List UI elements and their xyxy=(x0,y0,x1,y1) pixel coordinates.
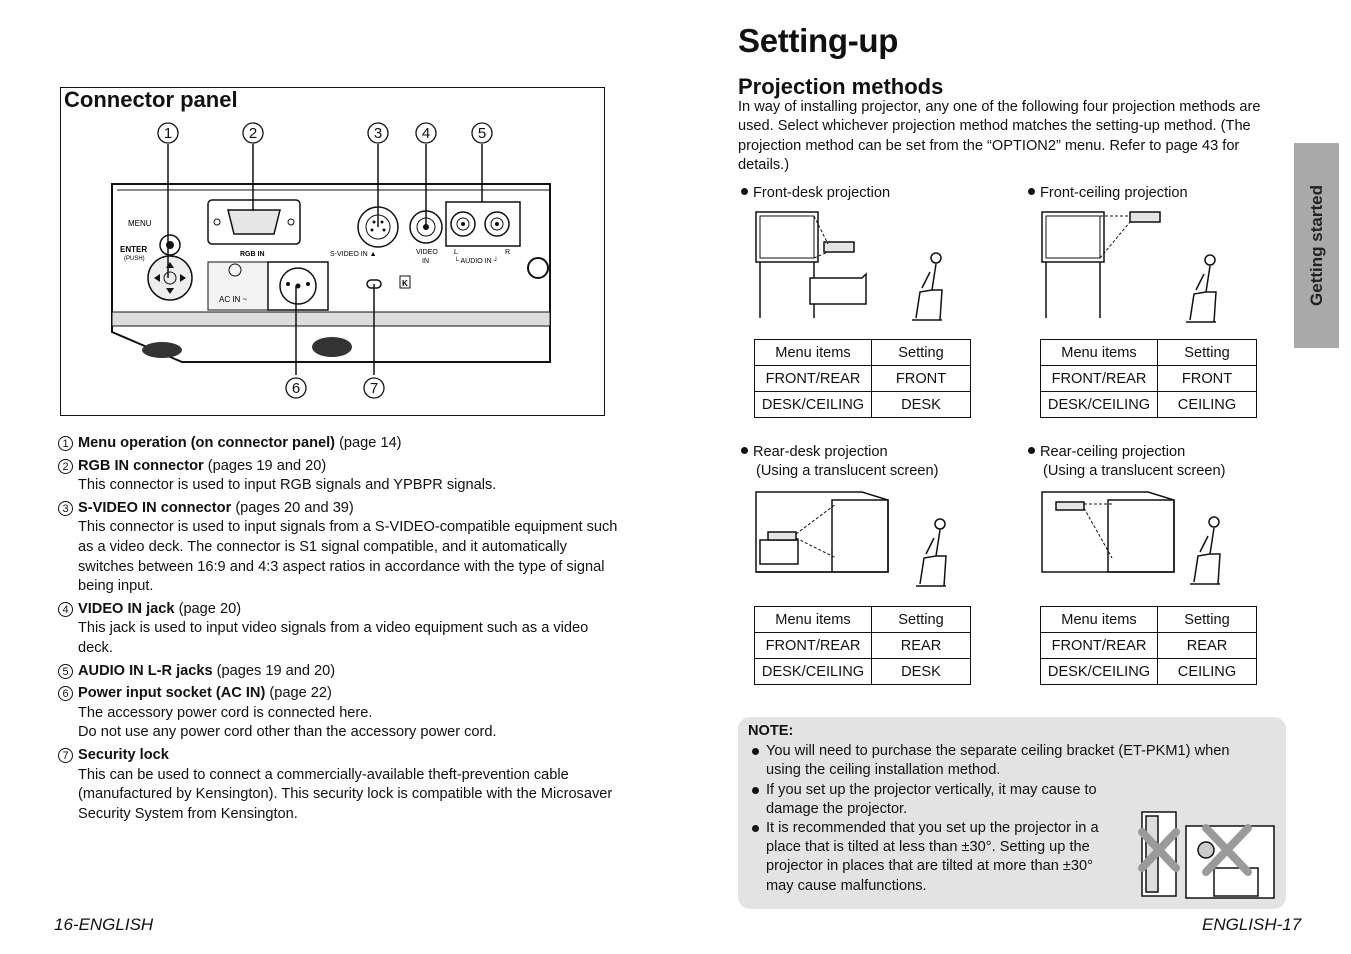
table-cell: DESK/CEILING xyxy=(755,659,872,685)
svideo-label: S-VIDEO IN ▲ xyxy=(330,251,377,258)
table-cell: DESK/CEILING xyxy=(755,392,872,418)
page-number-left: 16-ENGLISH xyxy=(54,915,154,934)
foot-left-icon xyxy=(142,342,182,358)
table-header-setting: Setting xyxy=(872,340,971,366)
connector-descriptions xyxy=(58,434,618,827)
callout-4: 4 xyxy=(421,125,431,142)
page-reference: (page 14) xyxy=(335,435,402,451)
table-cell: FRONT/REAR xyxy=(755,633,872,659)
connector-description: This connector is used to input signals from a S-VIDEO-compatible equipment such as a video deck. The connector is S1 signal compatible, and it automatically switches between 16:9 and 4:3 aspect ratios in accordance with the type of signal being input. xyxy=(78,519,618,595)
side-tab-label: Getting started xyxy=(1307,185,1326,306)
callout-number: 7 xyxy=(58,748,73,763)
connector-name: VIDEO IN jack xyxy=(78,600,175,617)
connector-panel-diagram xyxy=(62,112,602,412)
rear-desk-illustration xyxy=(752,488,952,598)
page-number-right: ENGLISH-17 xyxy=(1202,915,1302,934)
connector-item xyxy=(58,600,618,659)
callout-number: 5 xyxy=(58,664,73,679)
audio-r-label: R xyxy=(505,249,511,256)
push-label: (PUSH) xyxy=(124,256,145,262)
table-cell: FRONT xyxy=(872,366,971,392)
note-item: If you set up the projector vertically, it may cause to damage the projector. xyxy=(766,781,1118,819)
connector-heading xyxy=(78,457,618,477)
table-cell: DESK/CEILING xyxy=(1041,392,1158,418)
table-header-setting: Setting xyxy=(1158,340,1257,366)
method-front-desk-label: Front-desk projection xyxy=(741,184,890,203)
rear-desk-settings-table xyxy=(754,606,971,685)
bullet-icon xyxy=(1028,188,1035,195)
audio-l-label: L xyxy=(454,249,458,256)
incorrect-installation-illustration xyxy=(1136,808,1278,900)
bullet-icon xyxy=(752,787,759,794)
connector-description: Do not use any power cord other than the accessory power cord. xyxy=(78,724,497,741)
bullet-icon xyxy=(752,748,759,755)
note-item: You will need to purchase the separate ceiling bracket (ET-PKM1) when using the ceiling installation method. xyxy=(766,742,1246,780)
section-side-tab xyxy=(1294,143,1339,348)
video-in-label: IN xyxy=(422,258,429,265)
callout-3: 3 xyxy=(373,125,383,142)
connector-heading xyxy=(78,746,618,766)
callout-7: 7 xyxy=(369,380,379,397)
connector-heading xyxy=(78,499,618,519)
connector-item xyxy=(58,662,618,682)
front-desk-settings-table xyxy=(754,339,971,418)
connector-name: AUDIO IN L-R jacks xyxy=(78,662,213,679)
enter-label: ENTER xyxy=(120,245,148,254)
connector-description: This can be used to connect a commercially-available theft-prevention cable (manufactured by Kensington). This security lock is compatible with the Microsaver Security System from Kensington. xyxy=(78,766,613,822)
method-front-ceiling-label: Front-ceiling projection xyxy=(1028,184,1188,203)
page-reference: (pages 20 and 39) xyxy=(231,499,354,516)
table-header-menu: Menu items xyxy=(1041,340,1158,366)
connector-item xyxy=(58,499,618,597)
connector-item xyxy=(58,684,618,743)
method-rear-desk-label: Rear-desk projection xyxy=(741,443,888,462)
table-cell: FRONT xyxy=(1158,366,1257,392)
front-ceiling-illustration xyxy=(1038,208,1238,332)
callout-1: 1 xyxy=(163,125,173,142)
connector-description: This connector is used to input RGB signals and YPBPR signals. xyxy=(78,477,497,494)
table-cell: FRONT/REAR xyxy=(1041,633,1158,659)
connector-item xyxy=(58,746,618,824)
page-title: Setting-up xyxy=(738,22,899,59)
connector-name: RGB IN connector xyxy=(78,457,204,474)
table-cell: FRONT/REAR xyxy=(755,366,872,392)
table-header-setting: Setting xyxy=(872,607,971,633)
front-ceiling-settings-table xyxy=(1040,339,1257,418)
bullet-icon xyxy=(1028,447,1035,454)
page-reference: (page 22) xyxy=(265,685,332,702)
table-cell: REAR xyxy=(872,633,971,659)
callout-number: 1 xyxy=(58,436,73,451)
rear-ceiling-settings-table xyxy=(1040,606,1257,685)
front-desk-illustration xyxy=(752,208,952,332)
page-reference: (pages 19 and 20) xyxy=(212,662,336,679)
connector-description: The accessory power cord is connected here. xyxy=(78,704,373,721)
connector-name: S-VIDEO IN connector xyxy=(78,499,232,516)
connector-description: This jack is used to input video signals from a video equipment such as a video deck. xyxy=(78,620,589,656)
connector-item xyxy=(58,457,618,496)
table-cell: CEILING xyxy=(1158,392,1257,418)
table-cell: FRONT/REAR xyxy=(1041,366,1158,392)
svg-text:K: K xyxy=(402,279,408,288)
callout-number: 4 xyxy=(58,602,73,617)
bullet-icon xyxy=(741,447,748,454)
note-item: It is recommended that you set up the projector in a place that is tilted at less than ±30°. Setting up the projector in places that are tilted at more than ±30° may cause malfunctions. xyxy=(766,819,1124,896)
table-header-setting: Setting xyxy=(1158,607,1257,633)
callout-number: 6 xyxy=(58,686,73,701)
method-rear-ceiling-label: Rear-ceiling projection xyxy=(1028,443,1185,462)
ac-in-label: AC IN ~ xyxy=(219,295,248,304)
connector-heading xyxy=(78,434,618,454)
connector-item xyxy=(58,434,618,454)
method-rear-ceiling-sub: (Using a translucent screen) xyxy=(1043,463,1226,479)
knob-icon xyxy=(528,258,548,278)
note-title: NOTE: xyxy=(748,723,794,739)
connector-panel-title: Connector panel xyxy=(64,87,238,112)
table-header-menu: Menu items xyxy=(755,607,872,633)
connector-heading xyxy=(78,662,618,682)
table-header-menu: Menu items xyxy=(755,340,872,366)
callout-number: 2 xyxy=(58,459,73,474)
intro-paragraph: In way of installing projector, any one of the following four projection methods are used. Select whichever projection method matches the setting-up method. (The projection method can be set from the “OPTION2” menu. Refer to page 43 for details.) xyxy=(738,99,1261,174)
connector-heading xyxy=(78,600,618,620)
callout-6: 6 xyxy=(291,380,301,397)
page-reference: (page 20) xyxy=(174,600,242,617)
bullet-icon xyxy=(741,188,748,195)
connector-name: Menu operation (on connector panel) xyxy=(78,435,336,451)
section-title: Projection methods xyxy=(738,74,944,99)
table-cell: DESK/CEILING xyxy=(1041,659,1158,685)
table-cell: CEILING xyxy=(1158,659,1257,685)
table-cell: DESK xyxy=(872,659,971,685)
rgb-in-label: RGB IN xyxy=(240,251,265,258)
audio-in-label: └ AUDIO IN ┘ xyxy=(454,258,499,265)
connector-name: Power input socket (AC IN) xyxy=(78,685,266,702)
connector-heading xyxy=(78,684,618,704)
callout-2: 2 xyxy=(248,125,258,142)
table-header-menu: Menu items xyxy=(1041,607,1158,633)
table-cell: DESK xyxy=(872,392,971,418)
callout-5: 5 xyxy=(477,125,487,142)
callout-number: 3 xyxy=(58,501,73,516)
menu-label: MENU xyxy=(128,219,152,228)
method-rear-desk-sub: (Using a translucent screen) xyxy=(756,463,939,479)
foot-right-icon xyxy=(312,337,352,357)
table-cell: REAR xyxy=(1158,633,1257,659)
video-label: VIDEO xyxy=(416,249,438,256)
rear-ceiling-illustration xyxy=(1038,488,1238,598)
connector-name: Security lock xyxy=(78,746,169,763)
page-reference: (pages 19 and 20) xyxy=(203,457,327,474)
bullet-icon xyxy=(752,825,759,832)
